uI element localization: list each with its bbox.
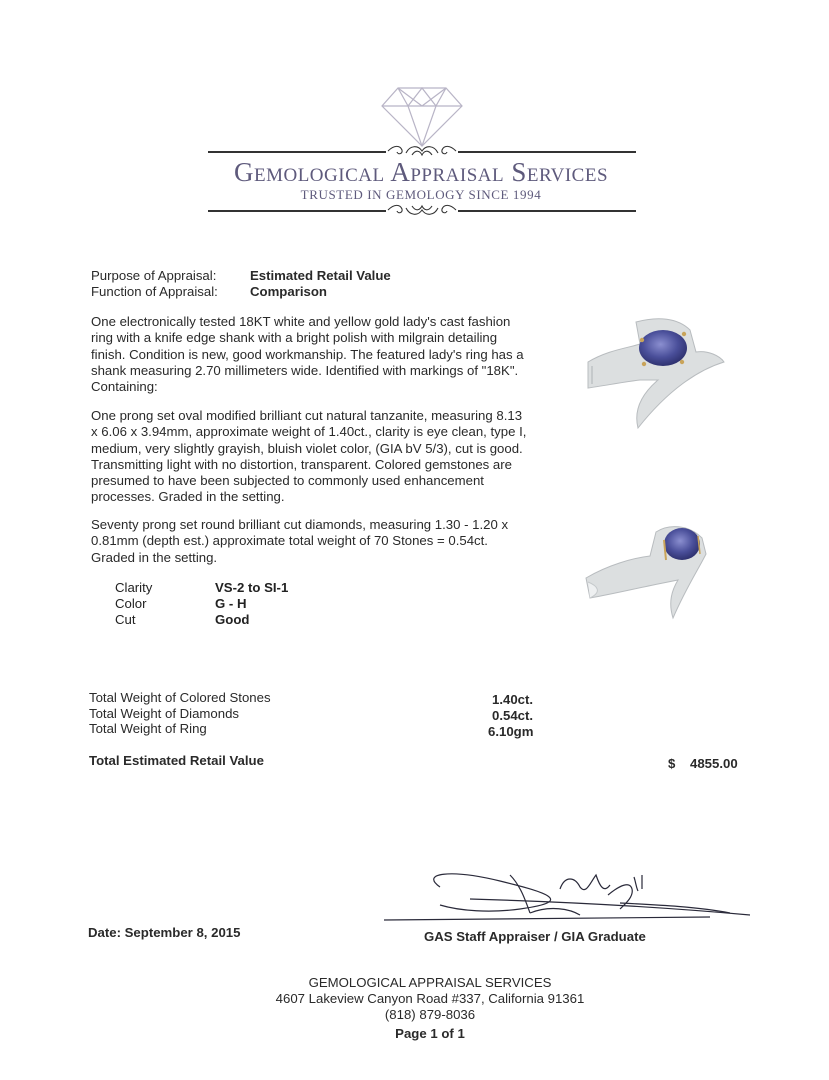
tanzanite-description: One prong set oval modified brilliant cut natural tanzanite, measuring 8.13 x 6.06 x 3.94mm, approximate weight of 1.40ct., clarity is eye clean, type I, medium, very slightly grayish, bluish violet color, (GIA bV 5/3), cut is good. Transmitting light with no distortion, transparent. Colored gemstones are presumed to have been subjected to commonly used enhancement processes. Graded in the setting. <box>91 408 527 505</box>
footer-address: 4607 Lakeview Canyon Road #337, California 91361 <box>275 991 585 1006</box>
purpose-label: Purpose of Appraisal: <box>91 268 217 283</box>
grade-row-color <box>115 596 288 612</box>
grade-label: Clarity <box>115 580 153 595</box>
header-rule-bottom-right <box>458 210 636 212</box>
diamond-icon <box>380 86 464 148</box>
total-ring-weight-value: 6.10gm <box>488 724 534 739</box>
grade-value: VS-2 to SI-1 <box>215 580 289 595</box>
tanzanite-ring-photo-side <box>578 510 728 625</box>
grade-label: Cut <box>115 612 136 627</box>
header-rule-bottom-left <box>208 210 386 212</box>
diamonds-description: Seventy prong set round brilliant cut diamonds, measuring 1.30 - 1.20 x 0.81mm (depth est.) approximate total weight of 70 Stones = 0.54ct. Graded in the setting. <box>91 517 509 565</box>
retail-value-currency: $ <box>668 756 676 771</box>
diamond-grades <box>115 580 288 628</box>
footer-company: GEMOLOGICAL APPRAISAL SERVICES <box>308 975 552 990</box>
total-ring-weight-label: Total Weight of Ring <box>89 721 207 736</box>
footer-phone: (818) 879-8036 <box>384 1007 476 1022</box>
retail-value-label: Total Estimated Retail Value <box>89 753 264 768</box>
grade-value: G - H <box>215 596 247 611</box>
company-tagline: TRUSTED IN GEMOLOGY SINCE 1994 <box>300 187 542 202</box>
total-colored-stones-value: 1.40ct. <box>492 692 534 707</box>
total-diamonds-value: 0.54ct. <box>492 708 534 723</box>
header-rule-top-right <box>458 151 636 153</box>
purpose-value: Estimated Retail Value <box>250 268 391 283</box>
appraiser-signature <box>380 865 760 925</box>
scroll-ornament-bottom-icon <box>386 202 458 218</box>
function-label: Function of Appraisal: <box>91 284 218 299</box>
grade-label: Color <box>115 596 147 611</box>
tanzanite-ring-photo-top <box>578 300 728 430</box>
function-value: Comparison <box>250 284 327 299</box>
grade-row-clarity <box>115 580 288 596</box>
page-number: Page 1 of 1 <box>395 1026 465 1041</box>
company-logo-title: Gemological Appraisal Services <box>233 157 609 187</box>
total-colored-stones-label: Total Weight of Colored Stones <box>89 690 271 705</box>
appraisal-date: Date: September 8, 2015 <box>88 925 241 940</box>
ring-description: One electronically tested 18KT white and yellow gold lady's cast fashion ring with a knife edge shank with a bright polish with milgrain detailing finish. Condition is new, good workmanship. The featured lady's ring has a shank measuring 2.70 millimeters wide. Identified with markings of "18K". Containing: <box>91 314 524 395</box>
total-diamonds-label: Total Weight of Diamonds <box>89 706 240 721</box>
retail-value-amount: 4855.00 <box>690 756 738 771</box>
header-rule-top-left <box>208 151 386 153</box>
grade-value: Good <box>215 612 250 627</box>
appraiser-title: GAS Staff Appraiser / GIA Graduate <box>424 929 646 944</box>
grade-row-cut <box>115 612 288 628</box>
